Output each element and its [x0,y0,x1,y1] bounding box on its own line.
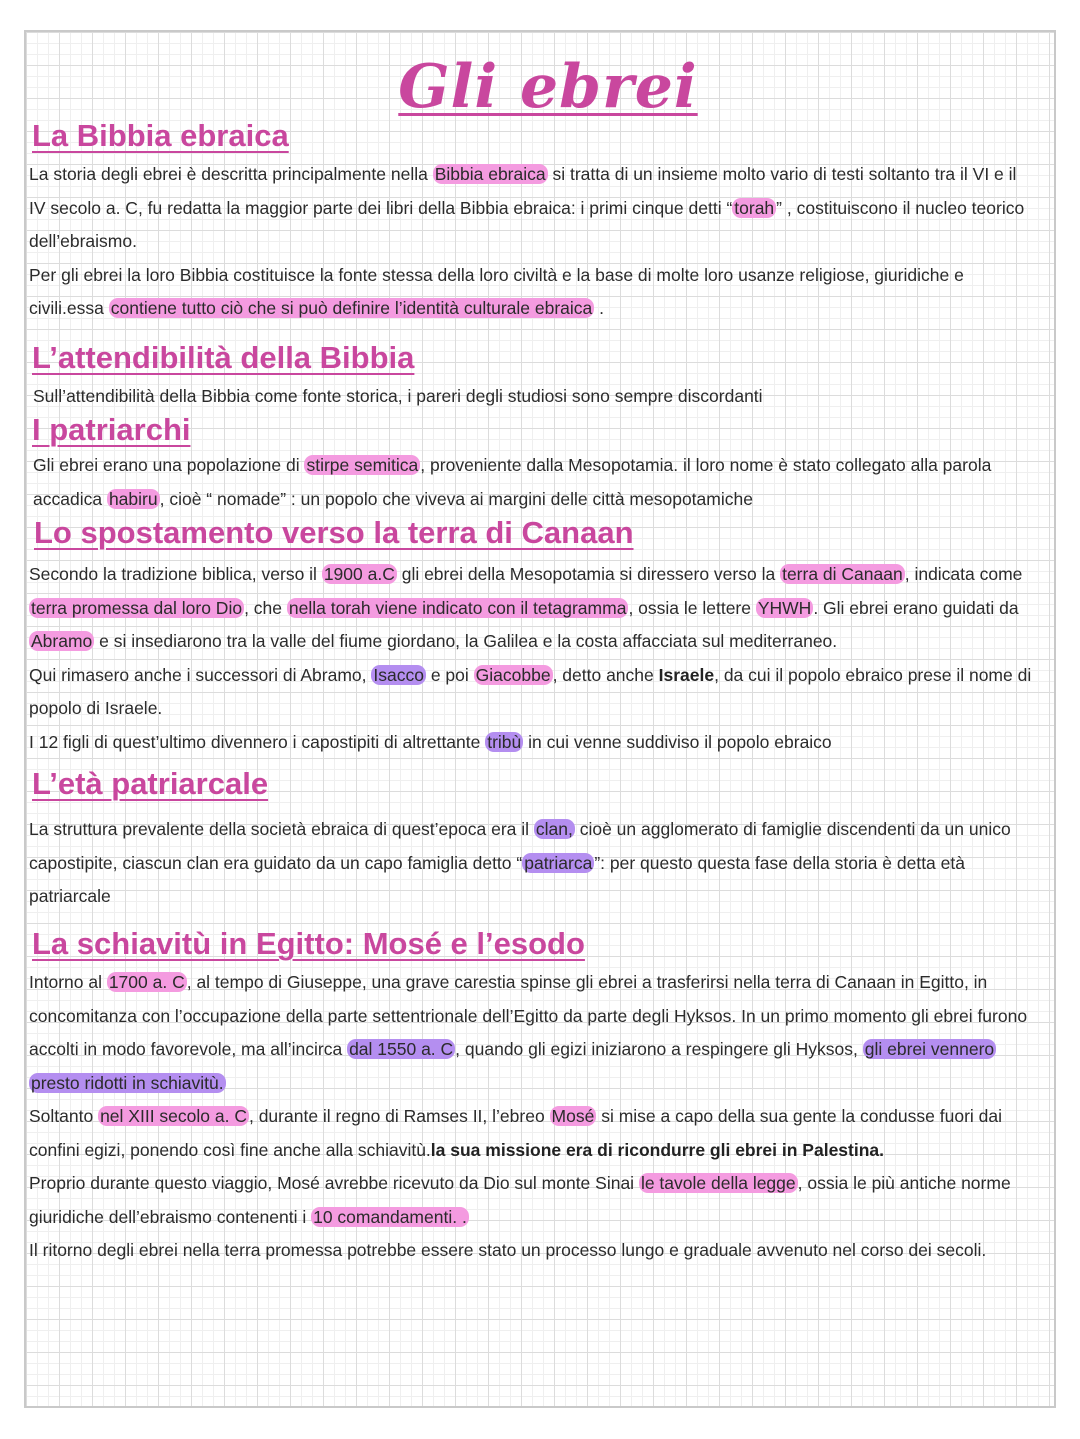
paragraph-eta-patriarcale [29,813,1011,914]
text-line: capostipite, ciascun clan era guidato da un capo famiglia detto “ patriarca ”: per questo questa fase della storia è detta età [29,852,965,873]
heading-attendibilita: L’attendibilità della Bibbia [32,340,415,375]
text-line: confini egizi, ponendo così fine anche alla schiavitù.la sua missione era di ricondurre gli ebrei in Palestina. [29,1139,885,1160]
text-line: Per gli ebrei la loro Bibbia costituisce la fonte stessa della loro civiltà e la base di molte loro usanze religiose, giuridiche e [29,264,964,285]
highlight: terra di Canaan [782,564,903,584]
text-line: Secondo la tradizione biblica, verso il 1900 a.C gli ebrei della Mesopotamia si diressero verso la terra di Canaan , indicata come [29,564,1023,584]
text-line: La struttura prevalente della società ebraica di quest’epoca era il clan, cioè un agglomerato di famiglie discendenti da un unico [29,819,1011,839]
bold-sentence: la sua missione era di ricondurre gli ebrei in Palestina. [430,1139,885,1160]
text-line: accolti in modo favorevole, ma all’incirca dal 1550 a. C , quando gli egizi iniziarono a respingere gli Hyksos, gli ebrei vennero [29,1039,995,1059]
highlight: torah [734,197,775,218]
highlight: patriarca [524,852,593,873]
heading-bibbia-ebraica: La Bibbia ebraica [32,118,289,153]
highlight: Bibbia ebraica [434,164,546,184]
paragraph-schiavitu-egitto [29,966,1027,1268]
highlight: contiene tutto ciò che si può definire l’identità culturale ebraica [110,298,593,318]
highlight: presto ridotti in schiavitù. [31,1072,224,1093]
heading-spostamento-canaan: Lo spostamento verso la terra di Canaan [34,515,634,550]
text-line: patriarcale [29,886,111,906]
text-line: concomitanza con l’occupazione della parte settentrionale dell’Egitto da parte degli Hyksos. In un primo momento gli ebrei furono [29,1005,1028,1026]
paragraph-bibbia-ebraica [29,158,1024,326]
highlight: habiru [108,488,158,509]
text-line: dell’ebraismo. [29,231,137,251]
text-line: accadica habiru , cioè “ nomade” : un popolo che viveva ai margini delle città mesopotamiche [33,488,753,509]
highlight: terra promessa dal loro Dio [31,597,243,618]
text-line: civili.essa contiene tutto ciò che si può definire l’identità culturale ebraica . [29,298,605,318]
highlight: Giacobbe [475,664,551,685]
highlight: stirpe semitica [306,455,419,475]
highlight: tribù [487,731,522,752]
text-line: Soltanto nel XIII secolo a. C , durante il regno di Ramses II, l’ebreo Mosé si mise a capo della sua gente la condusse fuori dai [29,1106,1003,1126]
highlight: 1700 a. C [108,972,185,992]
bold-term: Israele [658,664,715,685]
text-line: Abramo e si insediarono tra la valle del fiume giordano, la Galilea e la costa affacciata sul mediterraneo. [31,631,838,651]
highlight: Isacco [373,664,424,685]
highlight: nel XIII secolo a. C [100,1106,247,1126]
page-title: Gli ebrei [398,52,698,122]
highlight: 10 comandamenti. . [313,1206,467,1227]
highlight: dal 1550 a. C [349,1039,454,1059]
highlight: YHWH [757,597,812,618]
highlight: Mosé [551,1106,595,1126]
text-line: I 12 figli di quest’ultimo divennero i capostipiti di altrettante tribù in cui venne suddiviso il popolo ebraico [29,731,832,752]
text-line: Gli ebrei erano una popolazione di stirpe semitica , proveniente dalla Mesopotamia. il loro nome è stato collegato alla parola [33,455,992,475]
text-line: Sull’attendibilità della Bibbia come fonte storica, i pareri degli studiosi sono sempre discordanti [33,386,763,406]
highlight: 1900 a.C [323,564,395,584]
highlight: le tavole della legge [640,1173,796,1193]
paragraph-patriarchi [33,449,991,516]
text-line: Proprio durante questo viaggio, Mosé avrebbe ricevuto da Dio sul monte Sinai le tavole della legge , ossia le più antiche norme [29,1173,1011,1193]
paragraph-attendibilita [33,380,763,414]
heading-patriarchi: I patriarchi [32,412,191,447]
heading-schiavitu-egitto: La schiavitù in Egitto: Mosé e l’esodo [32,926,585,961]
text-line: popolo di Israele. [29,698,163,718]
highlight: nella torah viene indicato con il tetagramma [288,597,627,618]
text-line: Il ritorno degli ebrei nella terra promessa potrebbe essere stato un processo lungo e graduale avvenuto nel corso dei secoli. [29,1240,987,1260]
paragraph-spostamento-canaan [29,558,1031,759]
highlight: clan, [535,819,573,839]
text-line: Intorno al 1700 a. C , al tempo di Giuseppe, una grave carestia spinse gli ebrei a trasferirsi nella terra di Canaan in Egitto, in [29,972,988,992]
text-line: giuridiche dell’ebraismo contenenti i 10 comandamenti. . [29,1206,467,1227]
text-line: La storia degli ebrei è descritta principalmente nella Bibbia ebraica si tratta di un insieme molto vario di testi soltanto tra il VI e il [29,164,1017,184]
text-line: Qui rimasero anche i successori di Abramo, Isacco e poi Giacobbe , detto anche Israele, da cui il popolo ebraico prese il nome di [29,664,1032,685]
highlight: gli ebrei vennero [864,1039,995,1059]
text-line [29,1067,1027,1101]
heading-eta-patriarcale: L’età patriarcale [32,766,269,801]
highlight: Abramo [31,631,93,651]
text-line: terra promessa dal loro Dio , che nella torah viene indicato con il tetagramma , ossia le lettere YHWH . Gli ebrei erano guidati da [31,597,1019,618]
text-line: IV secolo a. C, fu redatta la maggior parte dei libri della Bibbia ebraica: i primi cinque detti “ torah ” , costituiscono il nucleo teorico [29,197,1025,218]
